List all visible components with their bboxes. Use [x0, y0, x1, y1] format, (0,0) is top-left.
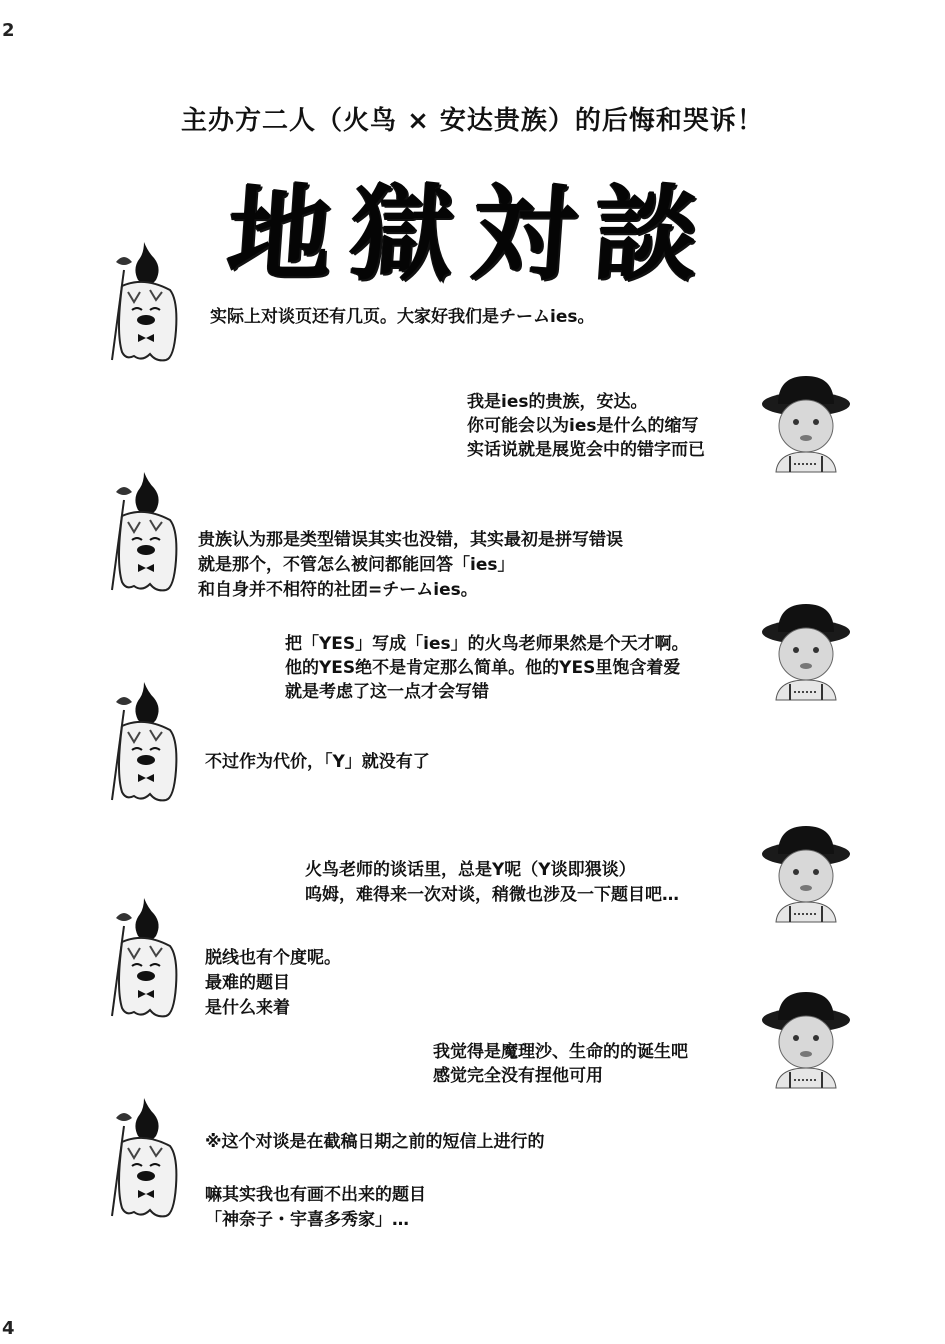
dialogue-line: 你可能会以为ies是什么的缩写 — [467, 416, 699, 436]
page-number: 4 — [2, 1318, 15, 1339]
dialogue-line: 最难的题目 — [205, 973, 290, 993]
dialogue-line: 「神奈子・宇喜多秀家」… — [205, 1210, 409, 1230]
ghost-mascot-icon — [98, 1096, 194, 1222]
dialogue-line: 脱线也有个度呢。 — [205, 948, 341, 968]
dialogue-line: 他的YES绝不是肯定那么简单。他的YES里饱含着爱 — [285, 658, 681, 678]
dialogue-line: 实际上对谈页还有几页。大家好我们是チームies。 — [210, 307, 595, 327]
anda-portrait-icon — [760, 992, 852, 1090]
ghost-mascot-icon — [98, 896, 194, 1022]
dialogue-line: 就是考虑了这一点才会写错 — [285, 682, 489, 702]
ghost-mascot-icon — [98, 680, 194, 806]
dialogue-line: 火鸟老师的谈话里，总是Y呢（Y谈即猥谈） — [305, 860, 636, 880]
page-subtitle: 主办方二人（火鸟 × 安达贵族）的后悔和哭诉！ — [181, 106, 764, 136]
anda-portrait-icon — [760, 604, 852, 702]
dialogue-line: 嘛其实我也有画不出来的题目 — [205, 1185, 426, 1205]
dialogue-line: 实话说就是展览会中的错字而已 — [467, 440, 705, 460]
anda-portrait-icon — [760, 376, 852, 474]
dialogue-line: 把「YES」写成「ies」的火鸟老师果然是个天才啊。 — [285, 634, 689, 654]
dialogue-line: 感觉完全没有捏他可用 — [433, 1066, 603, 1086]
dialogue-line: 贵族认为那是类型错误其实也没错，其实最初是拼写错误 — [198, 530, 623, 550]
dialogue-line: 是什么来着 — [205, 998, 290, 1018]
ghost-mascot-icon — [98, 470, 194, 596]
anda-portrait-icon — [760, 826, 852, 924]
ghost-mascot-icon — [98, 240, 194, 366]
dialogue-line: 呜姆，难得来一次对谈，稍微也涉及一下题目吧… — [305, 885, 679, 905]
dialogue-line: 我是ies的贵族，安达。 — [467, 392, 648, 412]
page-title: 地獄対談 — [223, 172, 721, 295]
dialogue-line: 和自身并不相符的社团=チームies。 — [198, 580, 478, 600]
page-corner-mark-top: 2 — [2, 20, 15, 41]
dialogue-line: 我觉得是魔理沙、生命的的诞生吧 — [433, 1042, 688, 1062]
dialogue-line: 就是那个，不管怎么被问都能回答「ies」 — [198, 555, 515, 575]
dialogue-line: 不过作为代价，「Y」就没有了 — [205, 752, 430, 772]
dialogue-line: ※这个对谈是在截稿日期之前的短信上进行的 — [205, 1132, 545, 1152]
